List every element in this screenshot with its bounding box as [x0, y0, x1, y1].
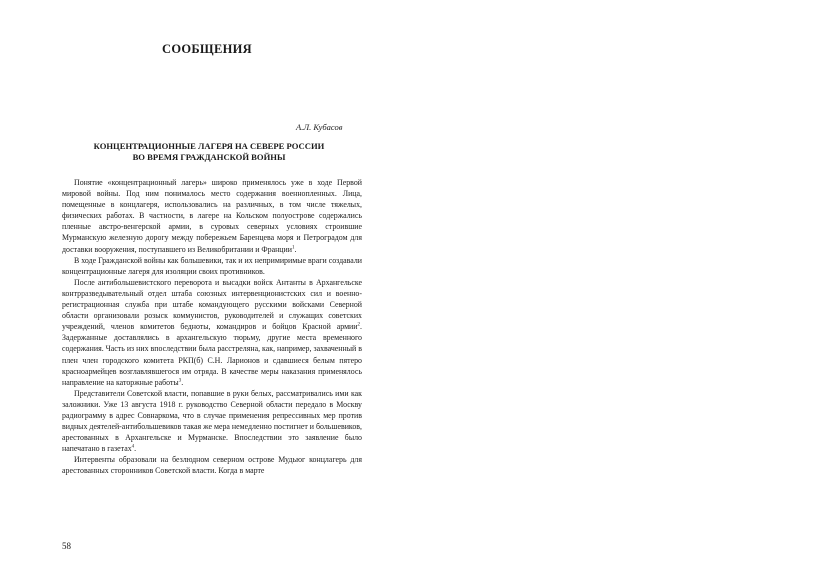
footnote-ref-2: 2 — [357, 322, 361, 328]
paragraph-3-end: . — [181, 377, 184, 387]
paragraph-4-text: Представители Советской власти, попавшие в руки белых, рассматривались ими как заложники. Уже 13 августа 1918 г. руководство Северной области передало в Москву радиограмму в адрес Совнаркома, что в случае применения репрессивных мер против видных деятелей-антибольшевиков такая же мера немедленно постигнет и большевиков, арестованных в Архангельске и Мурманске. Впоследствии это заявление было напечатано в газетах — [62, 388, 362, 454]
section-title: СООБЩЕНИЯ — [162, 42, 252, 56]
paragraph-3-text-2: . Задержанные доставлялись в архангельскую тюрьму, другие места временного содержания. Часть из них впоследствии была расстреляна, как, например, захваченный в плен член городского комитета РКП(б) С.Н. Ларионов и сдавшиеся белым пятеро красноармейцев возглавлявшегося им отряда. В качестве меры наказания применялось направление на каторжные работы — [62, 322, 362, 387]
article-title-line-1: КОНЦЕНТРАЦИОННЫЕ ЛАГЕРЯ НА СЕВЕРЕ РОССИИ — [93, 141, 325, 151]
author-name: А.Л. Кубасов — [296, 122, 343, 132]
paragraph-3 — [62, 277, 362, 388]
paragraph-3-text: После антибольшевистского переворота и высадки войск Антанты в Архангельске контрразведывательный отдел штаба союзных интервенционистских сил и военно-регистрационная служба при штабе командующего русскими войсками Северной области организовали розыск коммунистов, руководителей и служащих советских учреждений, членов комитетов бедноты, командиров и бойцов Красной армии — [62, 277, 362, 332]
article-body — [62, 177, 362, 477]
paragraph-2: В ходе Гражданской войны как большевики, так и их непримиримые враги создавали концентрационные лагеря для изоляции своих противников. — [62, 255, 362, 276]
paragraph-5: Интервенты образовали на безлюдном северном острове Мудьюг концлагерь для арестованных сторонников Советской власти. Когда в марте — [62, 455, 362, 476]
paragraph-1-end: . — [294, 244, 297, 254]
paragraph-4-end: . — [134, 444, 137, 454]
footnote-ref-1: 1 — [291, 244, 295, 250]
paragraph-1-text: Понятие «концентрационный лагерь» широко применялось уже в ходе Первой мировой войны. Под ним понималось место содержания военнопленных. Лица, помещенные в концлагеря, использовались на различных, в том числе тяжелых, физических работах. В частности, в лагере на Кольском полуострове содержались пленные австро-венгерской армии, в суровых северных условиях строившие Мурманскую железную дорогу между побережьем Баренцева моря и Петроградом для доставки вооружения, поступавшего из Великобритании и Франции — [62, 178, 362, 254]
paragraph-4 — [62, 388, 362, 455]
article-title — [56, 141, 362, 163]
paragraph-1 — [62, 177, 362, 255]
footnote-ref-3: 3 — [178, 378, 182, 384]
page-number: 58 — [62, 541, 71, 551]
footnote-ref-4: 4 — [131, 444, 135, 450]
article-title-line-2: ВО ВРЕМЯ ГРАЖДАНСКОЙ ВОЙНЫ — [132, 152, 286, 162]
